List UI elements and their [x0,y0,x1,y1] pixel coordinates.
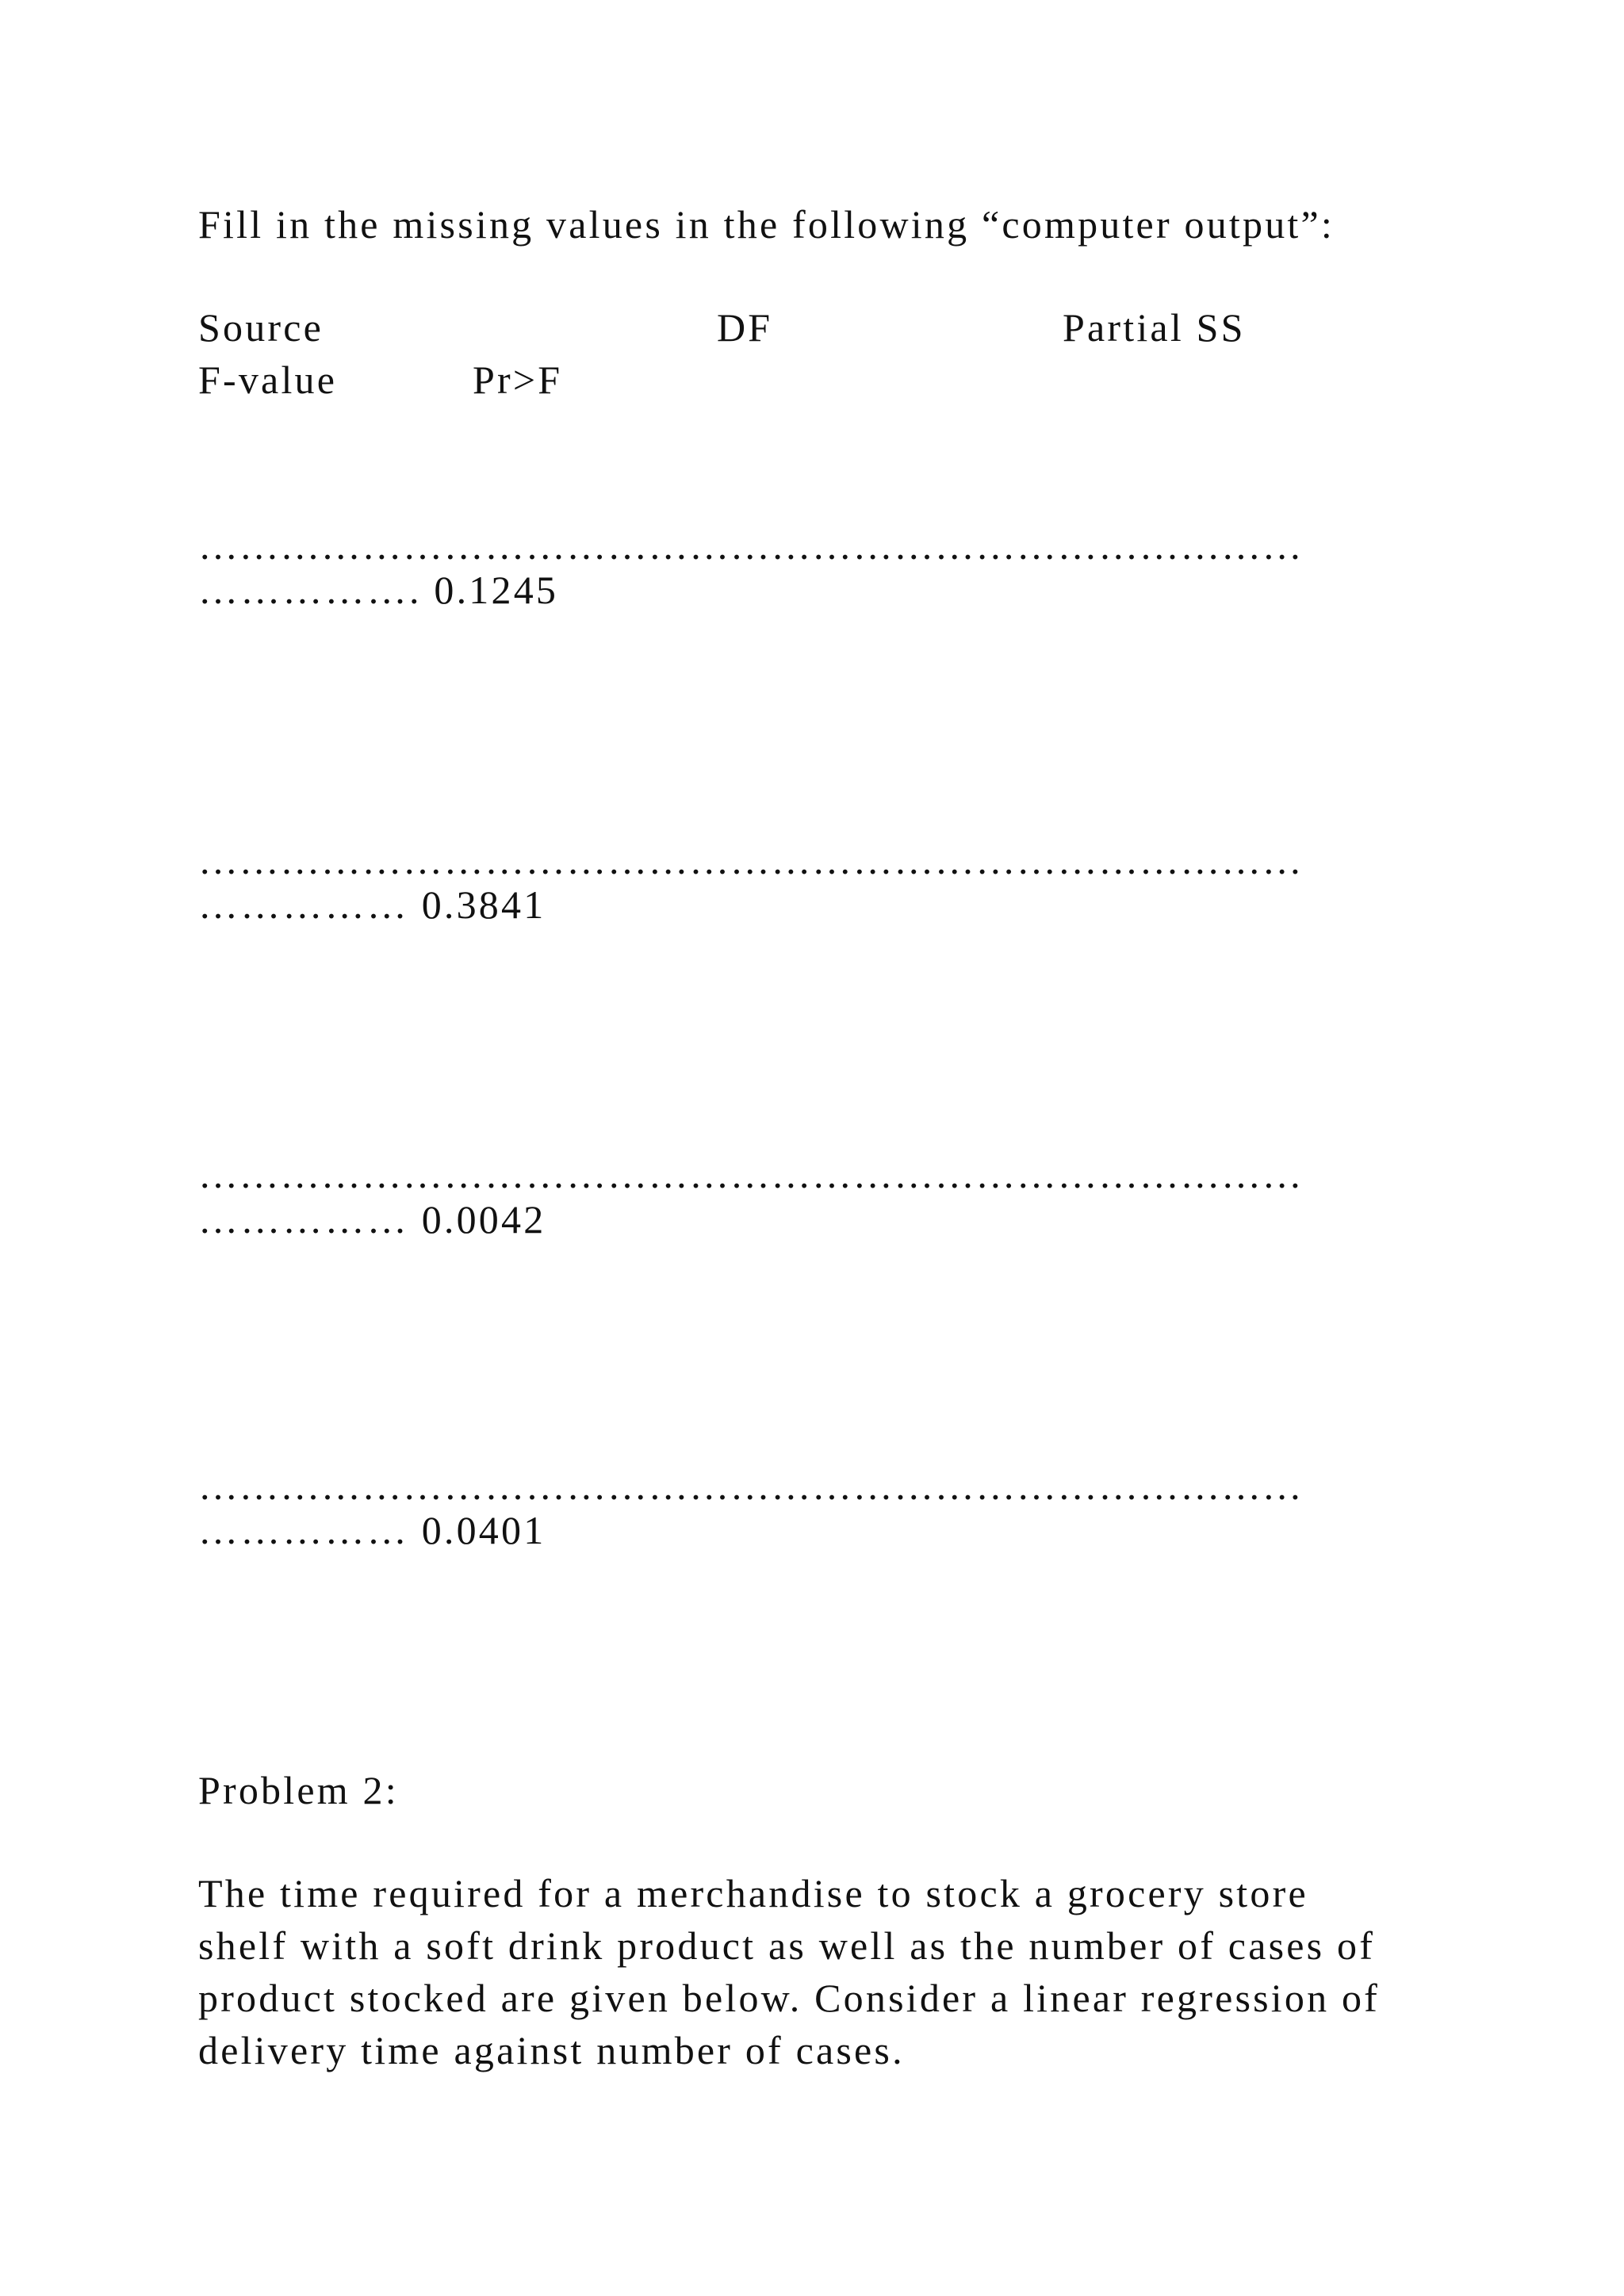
problem-line: delivery time against number of cases. [198,2028,905,2072]
dot-leader-line: ……………………………………………………………………… [198,1464,1304,1508]
dot-leader: …………… [198,1508,422,1552]
dot-leader-line: ……………………………………………………………………… [198,838,1304,882]
row-value-line [198,1504,546,1556]
row-value-line [198,564,558,616]
header-partial-ss: Partial SS [1063,305,1246,350]
problem-line: product stocked are given below. Consider a linear regression of [198,1976,1381,2020]
dot-leader: ……………. [198,568,435,612]
dot-leader-line: ……………………………………………………………………… [198,1152,1304,1196]
dot-leader-line: ……………………………………………………………………… [198,523,1304,568]
dot-leader: …………… [198,1197,422,1242]
header-source: Source [198,305,324,350]
p-value: 0.0401 [421,1508,546,1552]
p-value: 0.0042 [421,1197,546,1242]
p-value: 0.1245 [434,568,559,612]
instruction-text: Fill in the missing values in the following “computer output”: [198,202,1335,247]
dot-leader: …………… [198,882,422,927]
problem-line: The time required for a merchandise to stock a grocery store [198,1871,1308,1915]
row-value-line [198,878,546,931]
header-df: DF [717,305,773,350]
p-value: 0.3841 [421,882,546,927]
row-value-line [198,1193,546,1246]
header-f-value: F-value [198,358,338,402]
problem-heading: Problem 2: [198,1768,399,1812]
header-pr-f: Pr>F [473,358,563,402]
problem-line: shelf with a soft drink product as well as the number of cases of [198,1923,1376,1968]
